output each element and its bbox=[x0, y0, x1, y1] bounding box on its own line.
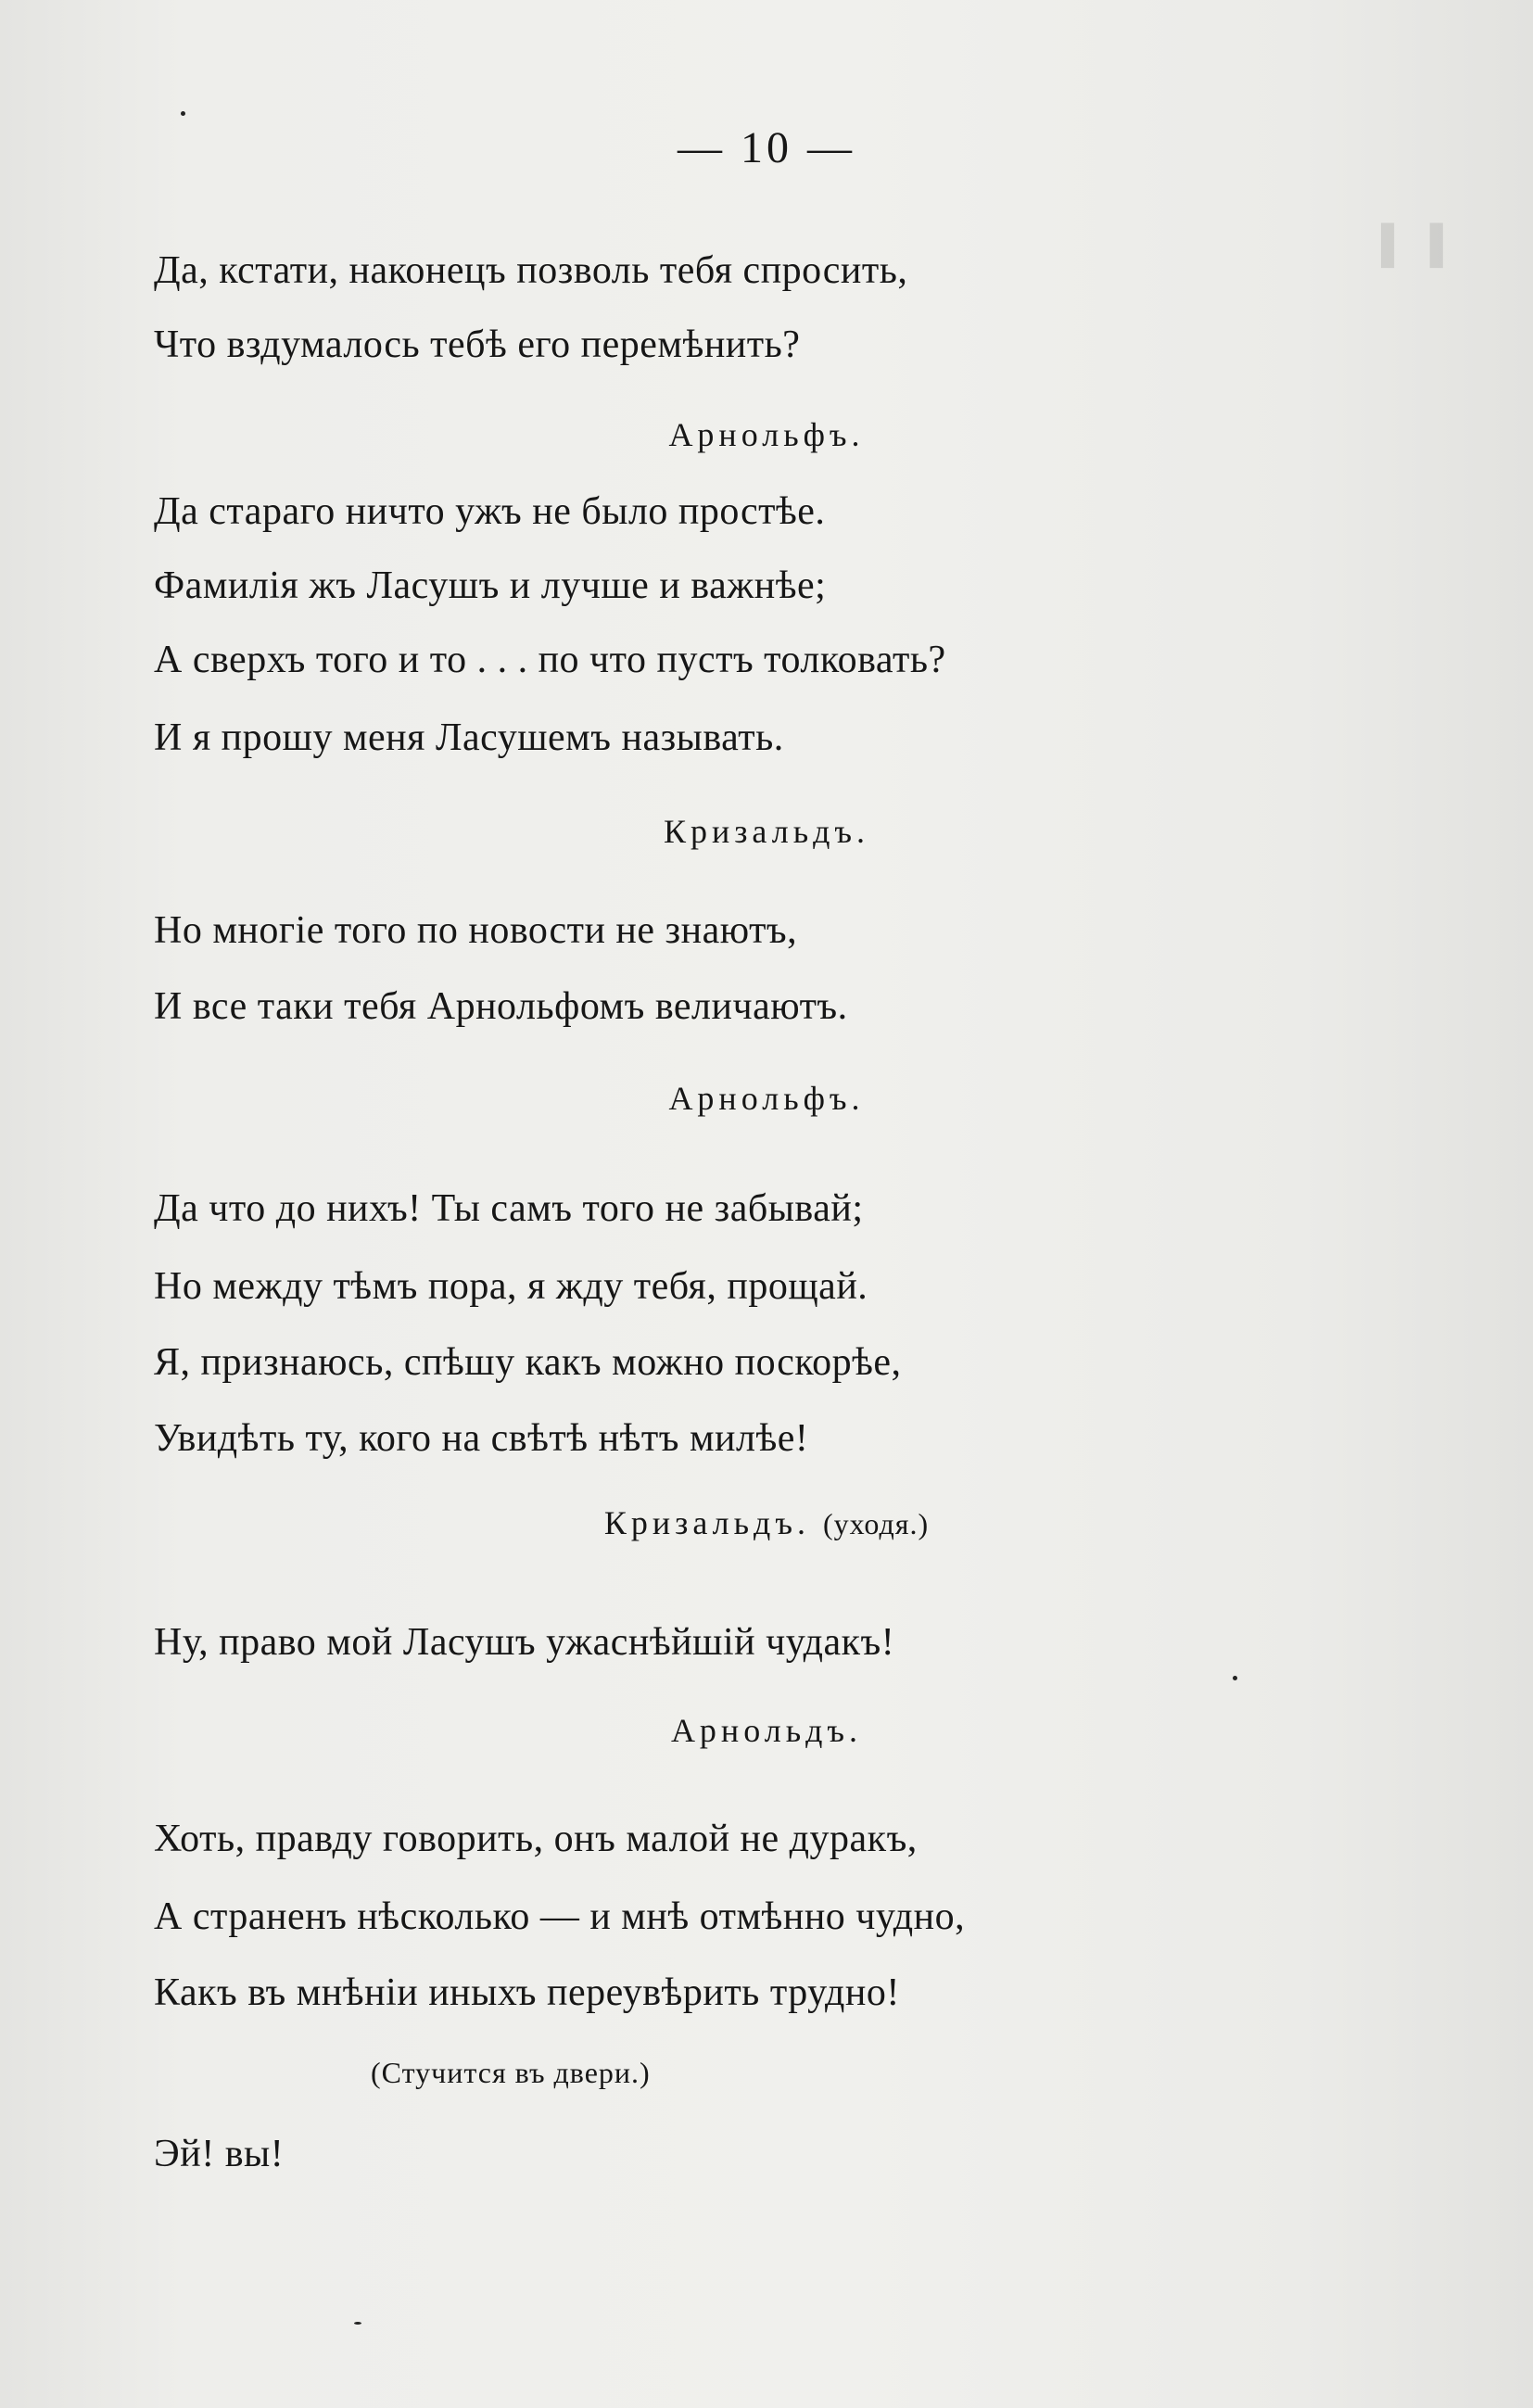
verse-line: Да, кстати, наконецъ позволь тебя спросить, bbox=[154, 249, 908, 292]
verse-line: Увидѣть ту, кого на свѣтѣ нѣтъ милѣе! bbox=[154, 1417, 809, 1460]
ink-speck bbox=[1233, 1676, 1237, 1680]
verse-line: Да стараго ничто ужъ не было простѣе. bbox=[154, 490, 826, 533]
verse-line: Какъ въ мнѣніи иныхъ переувѣрить трудно! bbox=[154, 1971, 900, 2014]
verse-line: Но между тѣмъ пора, я жду тебя, прощай. bbox=[154, 1265, 868, 1308]
ink-speck bbox=[354, 2322, 361, 2325]
verse-line: И все таки тебя Арнольфомъ величаютъ. bbox=[154, 985, 848, 1028]
speaker-name: Арнольфъ. bbox=[668, 416, 865, 453]
verse-line: Но многіе того по новости не знаютъ, bbox=[154, 909, 798, 952]
speaker-name: Арнольдъ. bbox=[670, 1712, 863, 1749]
verse-line: А страненъ нѣсколько — и мнѣ отмѣнно чудно, bbox=[154, 1895, 966, 1938]
verse-line: Эй! вы! bbox=[154, 2133, 285, 2175]
verse-line: Я, признаюсь, спѣшу какъ можно поскорѣе, bbox=[154, 1341, 902, 1384]
verse-line: А сверхъ того и то . . . по что пустъ толковать? bbox=[154, 639, 946, 681]
ink-speck bbox=[181, 111, 185, 116]
verse-line: Фамилія жъ Ласушъ и лучше и важнѣе; bbox=[154, 564, 827, 607]
verse-line: Да что до нихъ! Ты самъ того не забывай; bbox=[154, 1187, 864, 1230]
verse-line: Ну, право мой Ласушъ ужаснѣйшій чудакъ! bbox=[154, 1621, 895, 1664]
stage-direction: (уходя.) bbox=[822, 1507, 930, 1540]
page-number: — 10 — bbox=[678, 123, 855, 172]
speaker-name: Кризальдъ. bbox=[663, 813, 870, 850]
speaker-label: Кризальдъ. bbox=[603, 1504, 810, 1541]
stage-direction: (Стучится въ двери.) bbox=[371, 2056, 651, 2089]
show-through: ▌ ▐ bbox=[1381, 223, 1443, 265]
verse-line: Что вздумалось тебѣ его перемѣнить? bbox=[154, 323, 801, 366]
verse-line: Хоть, правду говорить, онъ малой не дуракъ, bbox=[154, 1818, 918, 1860]
speaker-name bbox=[0, 1503, 1533, 1542]
verse-line: И я прошу меня Ласушемъ называть. bbox=[154, 716, 784, 759]
speaker-name: Арнольфъ. bbox=[668, 1080, 865, 1117]
